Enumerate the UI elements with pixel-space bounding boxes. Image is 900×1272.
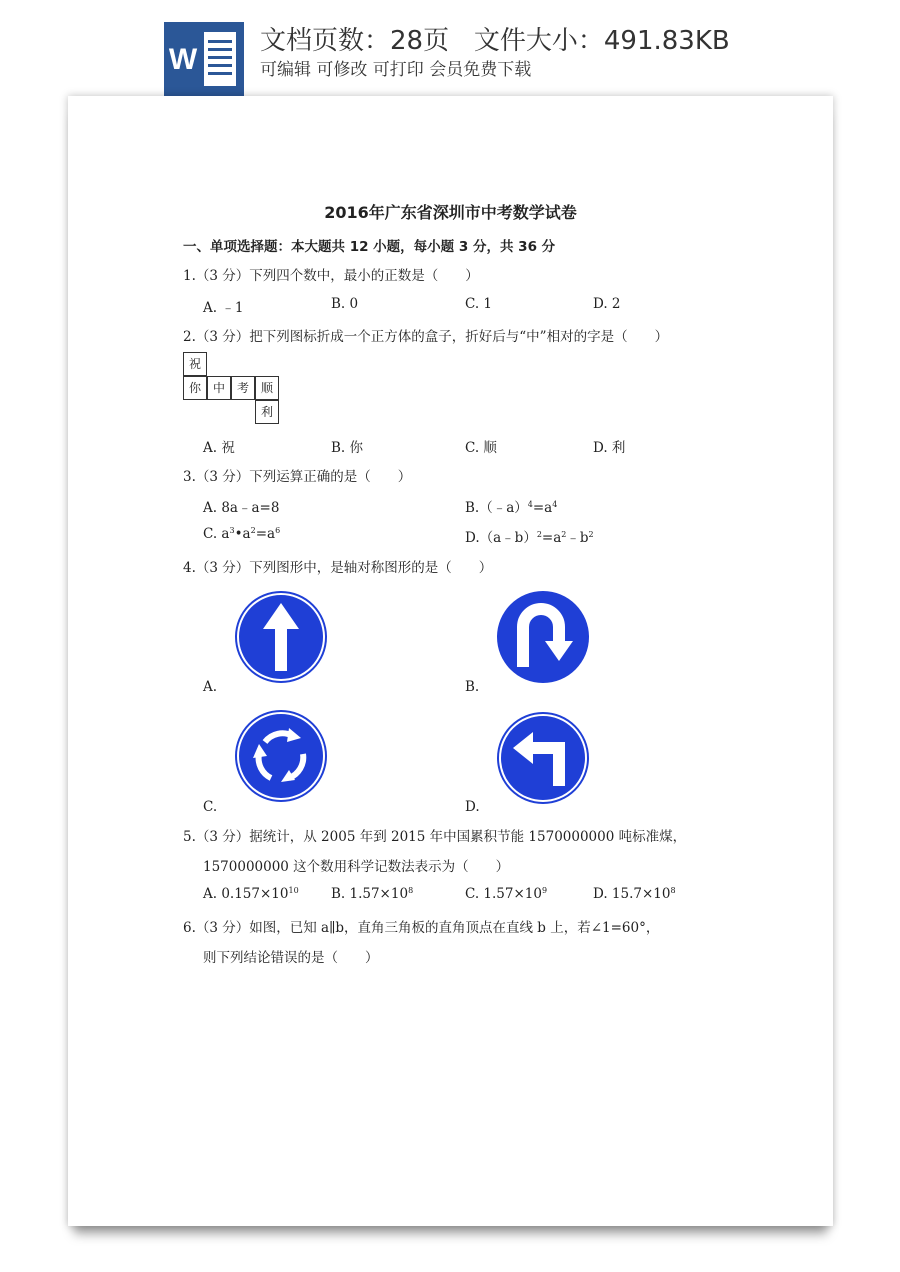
q2-option-c: C. 顺 (465, 440, 497, 456)
net-cell: 你 (183, 376, 207, 400)
question-4: 4.（3 分）下列图形中，是轴对称图形的是（ ） (183, 560, 493, 576)
net-cell: 利 (255, 400, 279, 424)
question-2: 2.（3 分）把下列图标折成一个正方体的盒子，折好后与“中”相对的字是（ ） (183, 329, 669, 345)
word-logo-letter: W (168, 43, 198, 76)
q1-option-b: B. 0 (331, 296, 359, 312)
q5-option-a: A. $0.157\times 10^{10}$ (203, 886, 299, 902)
net-cell: 中 (207, 376, 231, 400)
question-5-line-2: 1570000000 这个数用科学记数法表示为（ ） (203, 859, 510, 875)
roundabout-sign-icon (231, 706, 331, 806)
document-features: 可编辑 可修改 可打印 会员免费下载 (260, 60, 532, 80)
q3-option-a: A. 8a﹣a=8 (203, 500, 280, 516)
u-turn-sign-icon (493, 587, 593, 687)
document-page (68, 96, 833, 1226)
section-heading: 一、单项选择题：本大题共 12 小题，每小题 3 分，共 36 分 (183, 239, 556, 255)
q5-option-d: D. $15.7\times 10^8$ (593, 886, 676, 902)
question-3: 3.（3 分）下列运算正确的是（ ） (183, 469, 412, 485)
q2-option-d: D. 利 (593, 440, 626, 456)
exam-title: 2016年广东省深圳市中考数学试卷 (324, 203, 577, 222)
question-1: 1.（3 分）下列四个数中，最小的正数是（ ） (183, 268, 479, 284)
question-6-line-2: 则下列结论错误的是（ ） (203, 950, 379, 966)
q3-option-d: $D.(a﹣b)^2=a^2﹣b^2$ (465, 530, 594, 546)
net-cell: 祝 (183, 352, 207, 376)
document-meta-info: 文档页数：28页 文件大小：491.83KB (260, 26, 730, 56)
q4-option-b-label: B. (465, 679, 480, 695)
straight-arrow-sign-icon (231, 587, 331, 687)
q5-option-b: B. $1.57\times 10^8$ (331, 886, 414, 902)
q2-option-a: A. 祝 (203, 440, 235, 456)
q1-option-a: A. ﹣1 (203, 300, 244, 316)
q2-option-b: B. 你 (331, 440, 364, 456)
net-cell: 顺 (255, 376, 279, 400)
cube-net-figure (183, 352, 283, 428)
q4-option-a-label: A. (203, 679, 218, 695)
turn-left-sign-icon (493, 708, 593, 808)
q4-option-d-label: D. (465, 799, 480, 815)
download-header (0, 0, 900, 100)
q5-option-c: C. $1.57\times 10^9$ (465, 886, 548, 902)
net-cell: 考 (231, 376, 255, 400)
q3-option-b: $B.(﹣a)^4=a^4$ (465, 500, 558, 516)
question-5-line-1: 5.（3 分）据统计，从 2005 年到 2015 年中国累积节能 1570000000 吨标准煤， (183, 829, 687, 845)
q4-option-c-label: C. (203, 799, 218, 815)
q3-option-c: C. $a^3•a^2=a^6$ (203, 526, 281, 542)
q1-option-d: D. 2 (593, 296, 621, 312)
word-document-icon (164, 22, 244, 96)
q1-option-c: C. 1 (465, 296, 493, 312)
question-6-line-1: 6.（3 分）如图，已知 a∥b，直角三角板的直角顶点在直线 b 上，若∠1=60°， (183, 920, 660, 936)
